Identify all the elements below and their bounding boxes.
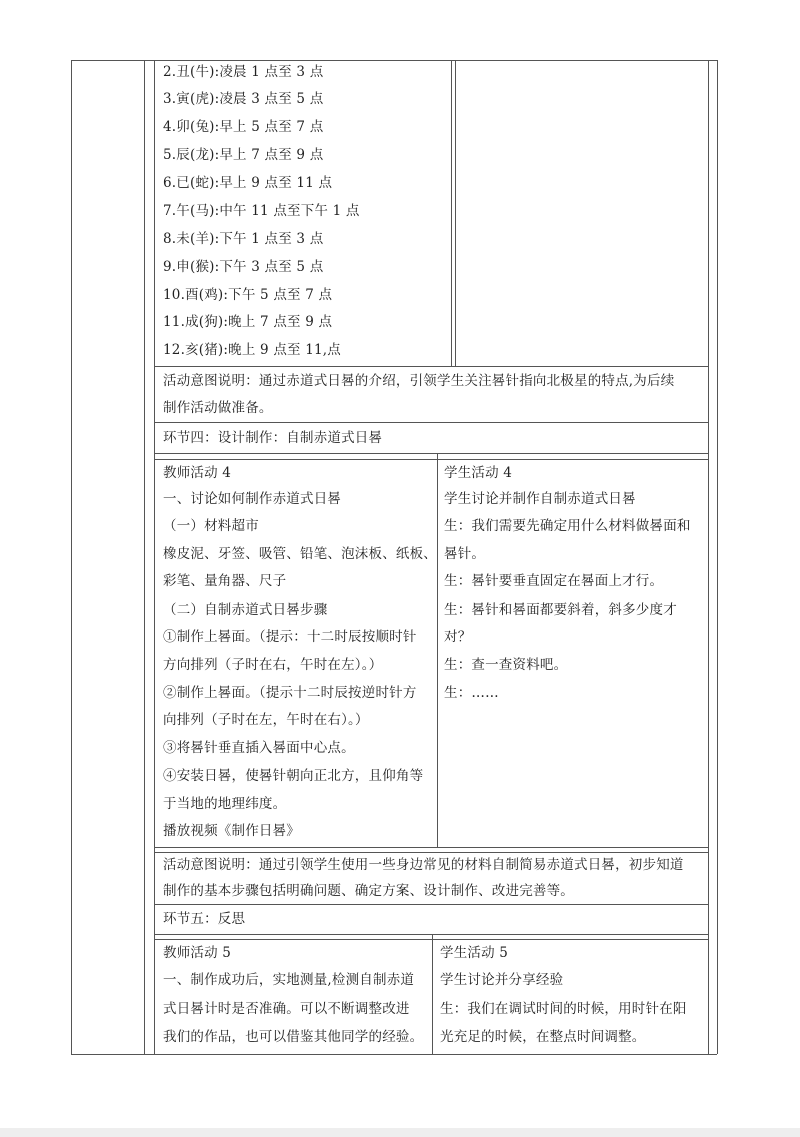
section-title: 环节四：设计制作：自制赤道式日晷 [163, 430, 383, 446]
column-divider-1 [144, 60, 145, 1054]
teacher-activity-line: 一、讨论如何制作赤道式日晷 [163, 491, 342, 507]
teacher-activity-line: ④安装日晷，使晷针朝向正北方，且仰角等 [163, 768, 424, 784]
student-activity-line: 生：我们在调试时间的时候，用时针在阳 [440, 1001, 687, 1017]
student-activity-line: 学生讨论并分享经验 [440, 972, 564, 988]
student-activity-line: 学生活动 4 [444, 465, 513, 481]
row-divider [154, 366, 708, 367]
teacher-activity-line: 于当地的地理纬度。 [163, 796, 287, 812]
row-divider [154, 847, 708, 848]
zodiac-hour-line: 12.亥(猪):晚上 9 点至 11,点 [163, 342, 341, 358]
row-divider [154, 939, 708, 940]
table-right-inner-border [708, 60, 709, 1054]
zodiac-hour-line: 4.卯(兔):早上 5 点至 7 点 [163, 119, 324, 135]
cell-divider-section4 [437, 453, 438, 847]
table-bottom-border [71, 1054, 717, 1055]
teacher-activity-line: 播放视频《制作日晷》 [163, 823, 300, 839]
student-activity-line: 学生讨论并制作自制赤道式日晷 [444, 491, 636, 507]
teacher-activity-line: （一）材料超市 [163, 518, 259, 534]
table-left-border [71, 60, 72, 1054]
row-divider [154, 934, 708, 935]
zodiac-hour-line: 10.酉(鸡):下午 5 点至 7 点 [163, 287, 333, 303]
cell-divider-section5 [432, 934, 433, 1054]
zodiac-hour-line: 5.辰(龙):早上 7 点至 9 点 [163, 147, 324, 163]
zodiac-hour-line: 7.午(马):中午 11 点至下午 1 点 [163, 203, 360, 219]
student-activity-line: 学生活动 5 [440, 945, 509, 961]
table-top-border [71, 60, 717, 61]
student-activity-line: 生：查一查资料吧。 [444, 657, 568, 673]
row-divider [154, 904, 708, 905]
row-divider [154, 459, 708, 460]
cell-divider-top-2 [455, 60, 456, 366]
row-divider [154, 422, 708, 423]
student-activity-line: 生：我们需要先确定用什么材料做晷面和 [444, 518, 691, 534]
teacher-activity-line: 式日晷计时是否准确。可以不断调整改进 [163, 1001, 410, 1017]
table-right-border [717, 60, 718, 1054]
page-bottom-shadow [0, 1128, 800, 1137]
student-activity-line: 晷针。 [444, 546, 486, 562]
zodiac-hour-line: 2.丑(牛):凌晨 1 点至 3 点 [163, 64, 324, 80]
zodiac-hour-line: 11.成(狗):晚上 7 点至 9 点 [163, 314, 333, 330]
zodiac-hour-line: 9.申(猴):下午 3 点至 5 点 [163, 259, 324, 275]
teacher-activity-line: 教师活动 4 [163, 465, 232, 481]
student-activity-line: 对？ [444, 629, 472, 645]
teacher-activity-line: 向排列（子时在左，午时在右）。） [163, 712, 369, 728]
activity-intent-text: 制作的基本步骤包括明确问题、确定方案、设计制作、改进完善等。 [163, 883, 574, 899]
student-activity-line: 生：…… [444, 685, 499, 701]
student-activity-line: 光充足的时候，在整点时间调整。 [440, 1029, 646, 1045]
teacher-activity-line: ②制作上晷面。（提示十二时辰按逆时针方 [163, 685, 417, 701]
row-divider [154, 852, 708, 853]
activity-intent-text: 制作活动做准备。 [163, 400, 273, 416]
zodiac-hour-line: 8.未(羊):下午 1 点至 3 点 [163, 231, 324, 247]
cell-divider-top [451, 60, 452, 366]
teacher-activity-line: 橡皮泥、牙签、吸管、铅笔、泡沫板、纸板、 [163, 546, 437, 562]
teacher-activity-line: 教师活动 5 [163, 945, 232, 961]
teacher-activity-line: ③将晷针垂直插入晷面中心点。 [163, 740, 355, 756]
teacher-activity-line: 方向排列（子时在右，午时在左）。） [163, 657, 383, 673]
row-divider [154, 453, 708, 454]
teacher-activity-line: 一、制作成功后，实地测量,检测自制赤道 [163, 972, 415, 988]
teacher-activity-line: ①制作上晷面。（提示：十二时辰按顺时针 [163, 629, 417, 645]
teacher-activity-line: （二）自制赤道式日晷步骤 [163, 602, 328, 618]
zodiac-hour-line: 3.寅(虎):凌晨 3 点至 5 点 [163, 91, 324, 107]
zodiac-hour-line: 6.已(蛇):早上 9 点至 11 点 [163, 175, 333, 191]
teacher-activity-line: 我们的作品，也可以借鉴其他同学的经验。 [163, 1029, 424, 1045]
student-activity-line: 生：晷针要垂直固定在晷面上才行。 [444, 573, 664, 589]
teacher-activity-line: 彩笔、量角器、尺子 [163, 573, 287, 589]
activity-intent-text: 活动意图说明：通过赤道式日晷的介绍，引领学生关注晷针指向北极星的特点,为后续 [163, 373, 675, 389]
section-title: 环节五：反思 [163, 911, 246, 927]
student-activity-line: 生：晷针和晷面都要斜着，斜多少度才 [444, 602, 677, 618]
activity-intent-text: 活动意图说明：通过引领学生使用一些身边常见的材料自制简易赤道式日晷，初步知道 [163, 857, 684, 873]
